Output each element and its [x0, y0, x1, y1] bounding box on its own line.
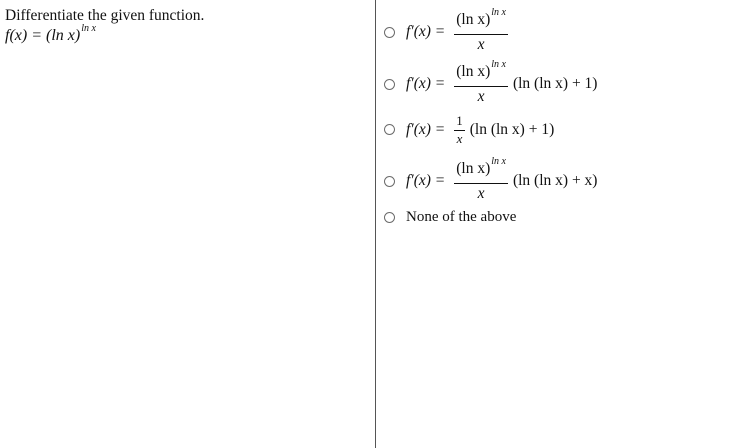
option-lhs: f′(x) = [406, 23, 446, 40]
function-exponent: ln x [81, 23, 96, 34]
option-4-math [406, 156, 598, 203]
numerator-exponent: ln x [491, 7, 506, 18]
numerator-base: (ln x) [456, 160, 491, 177]
option-trailing-factor: (ln (ln x) + x) [512, 172, 598, 189]
option-fraction [454, 7, 508, 54]
fraction-denominator: x [477, 88, 485, 105]
numerator-base: (ln x) [456, 11, 491, 28]
option-lhs: f′(x) = [406, 75, 446, 92]
option-fraction [454, 113, 465, 146]
answer-option-4[interactable] [384, 156, 598, 203]
option-label: None of the above [406, 209, 517, 225]
option-trailing-factor: (ln (ln x) + 1) [512, 75, 598, 92]
radio-button-icon[interactable] [384, 79, 395, 90]
radio-button-icon[interactable] [384, 212, 395, 223]
option-3-math [406, 113, 554, 146]
answer-option-5[interactable] [384, 209, 516, 226]
radio-button-icon[interactable] [384, 124, 395, 135]
option-fraction [454, 156, 508, 203]
answer-option-1[interactable] [384, 7, 511, 54]
answer-option-3[interactable] [384, 113, 554, 146]
option-lhs: f′(x) = [406, 172, 446, 189]
function-expression: f(x) = (ln x) [5, 27, 81, 44]
answer-option-2[interactable] [384, 59, 598, 106]
radio-button-icon[interactable] [384, 27, 395, 38]
option-2-math [406, 59, 598, 106]
pane-divider [375, 0, 376, 448]
fraction-numerator [454, 59, 508, 87]
numerator-exponent: ln x [491, 59, 506, 70]
radio-button-icon[interactable] [384, 176, 395, 187]
option-lhs: f′(x) = [406, 120, 446, 138]
fraction-numerator [454, 7, 508, 35]
fraction-denominator: x [477, 185, 485, 202]
option-1-math [406, 7, 511, 54]
option-trailing-factor: (ln (ln x) + 1) [469, 120, 555, 138]
question-prompt: Differentiate the given function. [5, 7, 205, 24]
numerator-base: (ln x) [456, 63, 491, 80]
option-fraction [454, 59, 508, 106]
question-function [5, 23, 96, 45]
numerator-exponent: ln x [491, 156, 506, 167]
fraction-denominator: x [477, 36, 485, 53]
fraction-denominator: x [456, 131, 463, 146]
fraction-numerator: 1 [454, 113, 465, 131]
fraction-numerator [454, 156, 508, 184]
